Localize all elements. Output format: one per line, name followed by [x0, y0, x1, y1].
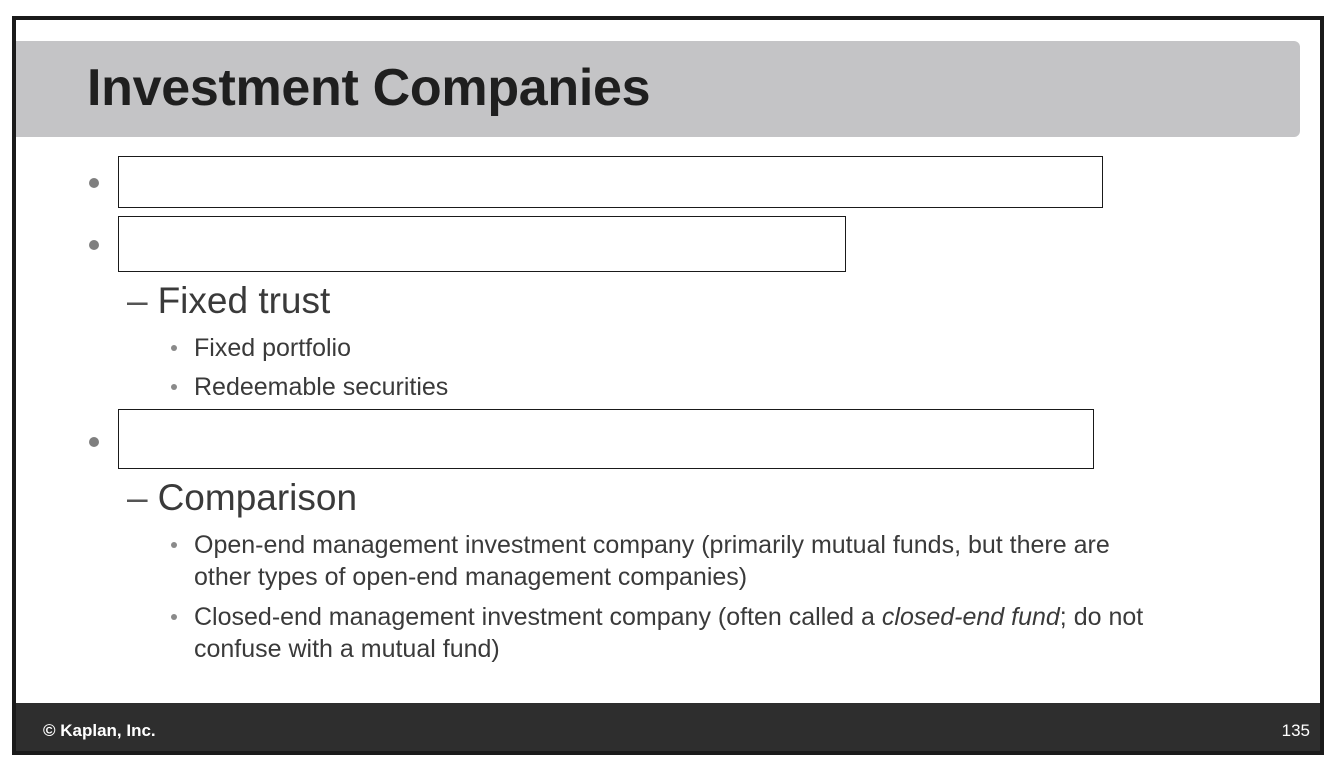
sub-bullet-dot	[171, 614, 177, 620]
list-item-open-end: Open-end management investment company (primarily mutual funds, but there are other types of open-end management companies)	[168, 529, 1274, 593]
page-number: 135	[1281, 721, 1310, 740]
blank-answer-box-1	[118, 156, 1103, 208]
blank-answer-box-2	[118, 216, 846, 272]
sub-bullet-dot	[171, 542, 177, 548]
closed-end-fund-term: closed-end fund	[881, 603, 1060, 631]
sub-heading-comparison: – Comparison	[127, 477, 358, 518]
bullet-dot-2	[89, 240, 99, 250]
bullet-dot-3	[89, 437, 99, 447]
slide	[12, 16, 1324, 755]
list-item-redeemable-securities: Redeemable securities	[168, 371, 1274, 403]
list-item-closed-end: Closed-end management investment company (often called a closed-end fund; do not confuse with a mutual fund)	[168, 601, 1274, 665]
bullet-dot-1	[89, 178, 99, 188]
footer-bar	[16, 703, 1320, 751]
slide-title: Investment Companies	[87, 59, 651, 117]
copyright-text: © Kaplan, Inc.	[43, 721, 156, 740]
sub-bullet-dot	[171, 384, 177, 390]
blank-answer-box-3	[118, 409, 1094, 469]
sub-heading-fixed-trust: – Fixed trust	[127, 280, 331, 321]
list-item-fixed-portfolio: Fixed portfolio	[168, 332, 1274, 364]
sub-bullet-dot	[171, 345, 177, 351]
